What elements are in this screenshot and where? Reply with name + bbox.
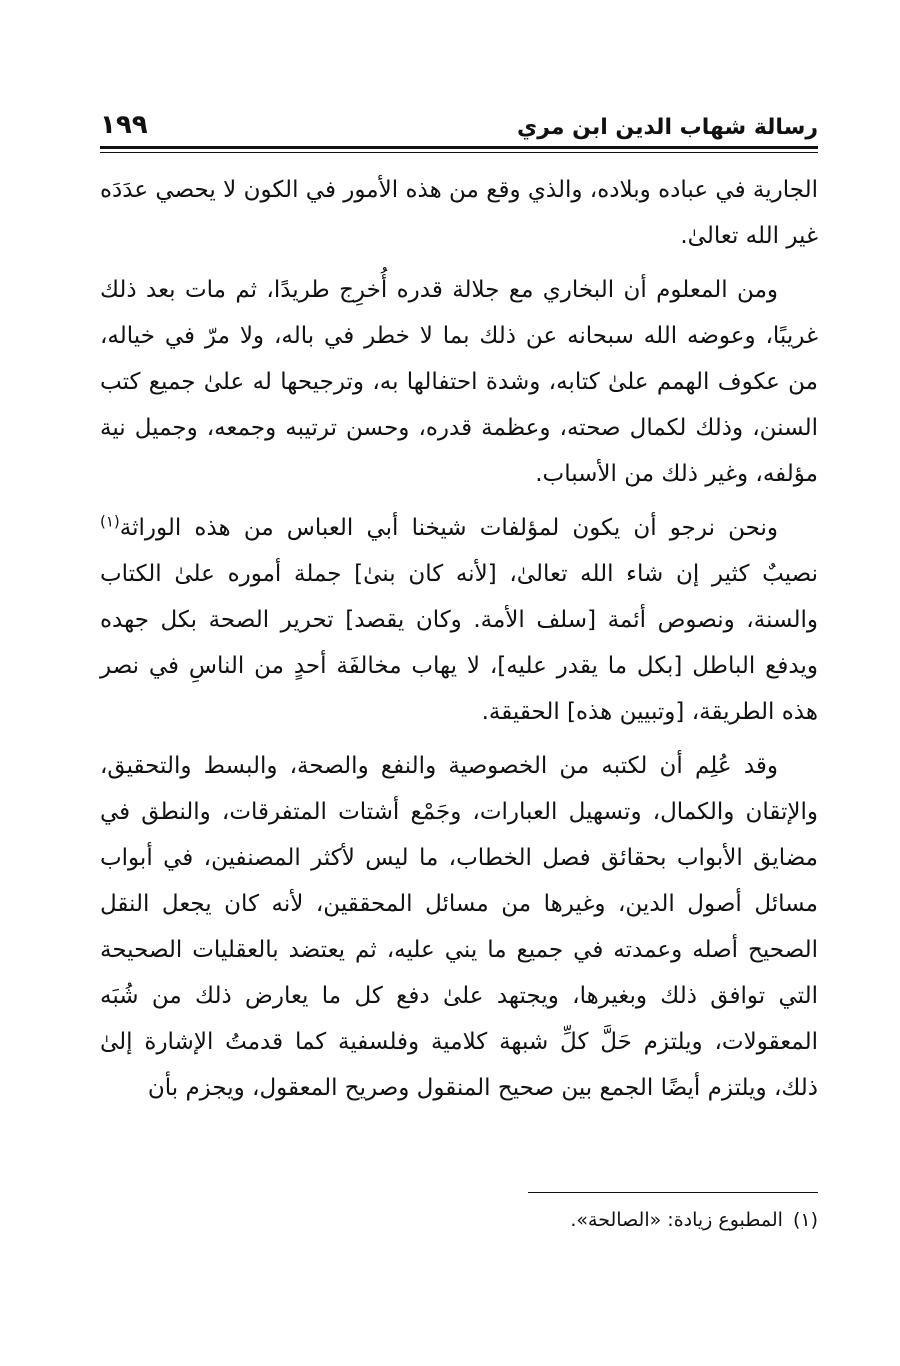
footnote-separator [528, 1192, 818, 1193]
paragraph-3 [100, 505, 818, 735]
footnote-text: المطبوع زيادة: «الصالحة». [570, 1209, 783, 1231]
paragraph-2: ومن المعلوم أن البخاري مع جلالة قدره أُخرِج طريدًا، ثم مات بعد ذلك غريبًا، وعوضه الله سبحانه عن ذلك بما لا خطر في باله، ولا مرّ في خياله، من عكوف الهمم علىٰ كتابه، وشدة احتفالها به، وترجيحها له علىٰ جميع كتب السنن، وذلك لكمال صحته، وعظمة قدره، وحسن ترتيبه وجمعه، وجميل نية مؤلفه، وغير ذلك من الأسباب. [100, 277, 818, 487]
book-page [100, 108, 818, 1231]
page-number: ١٩٩ [100, 110, 148, 140]
paragraph-3-rest: نصيبٌ كثير إن شاء الله تعالىٰ، [لأنه كان بنىٰ] جملة أموره علىٰ الكتاب والسنة، ونصوص أئمة [سلف الأمة. وكان يقصد] تحرير الصحة بكل جهده ويدفع الباطل [بكل ما يقدر عليه]، لا يهاب مخالفَة أحدٍ من الناسِ في نصر هذه الطريقة، [وتبيين هذه] الحقيقة. [100, 561, 818, 725]
header-rule-thick [100, 146, 818, 149]
footnote [100, 1206, 818, 1234]
header-rule-thin [100, 152, 818, 153]
paragraph-4: وقد عُلِم أن لكتبه من الخصوصية والنفع والصحة، والبسط والتحقيق، والإتقان والكمال، وتسهيل العبارات، وجَمْع أشتات المتفرقات، والنطق في مضايق الأبواب بحقائق فصل الخطاب، ما ليس لأكثر المصنفين، في أبواب مسائل أصول الدين، وغيرها من مسائل المحققين، لأنه كان يجعل النقل الصحيح أصله وعمدته في جميع ما يني عليه، ثم يعتضد بالعقليات الصحيحة التي توافق ذلك وبغيرها، ويجتهد علىٰ دفع كل ما يعارض ذلك من شُبَه المعقولات، ويلتزم حَلَّ كلِّ شبهة كلامية وفلسفية كما قدمتُ الإشارة إلىٰ ذلك، ويلتزم أيضًا الجمع بين صحيح المنقول وصريح المعقول، ويجزم بأن [100, 753, 818, 1101]
paragraph-3-start: ونحن نرجو أن يكون لمؤلفات شيخنا أبي العباس من هذه الوراثة [119, 515, 778, 541]
page-body [100, 167, 818, 1111]
footnote-number: (١) [792, 1209, 818, 1231]
footnote-reference: (١) [100, 512, 120, 531]
page-header [100, 108, 818, 144]
paragraph-1: الجارية في عباده وبلاده، والذي وقع من هذه الأمور في الكون لا يحصي عدَدَه غير الله تعالىٰ. [100, 177, 818, 249]
running-title: رسالة شهاب الدين ابن مري [517, 115, 818, 140]
